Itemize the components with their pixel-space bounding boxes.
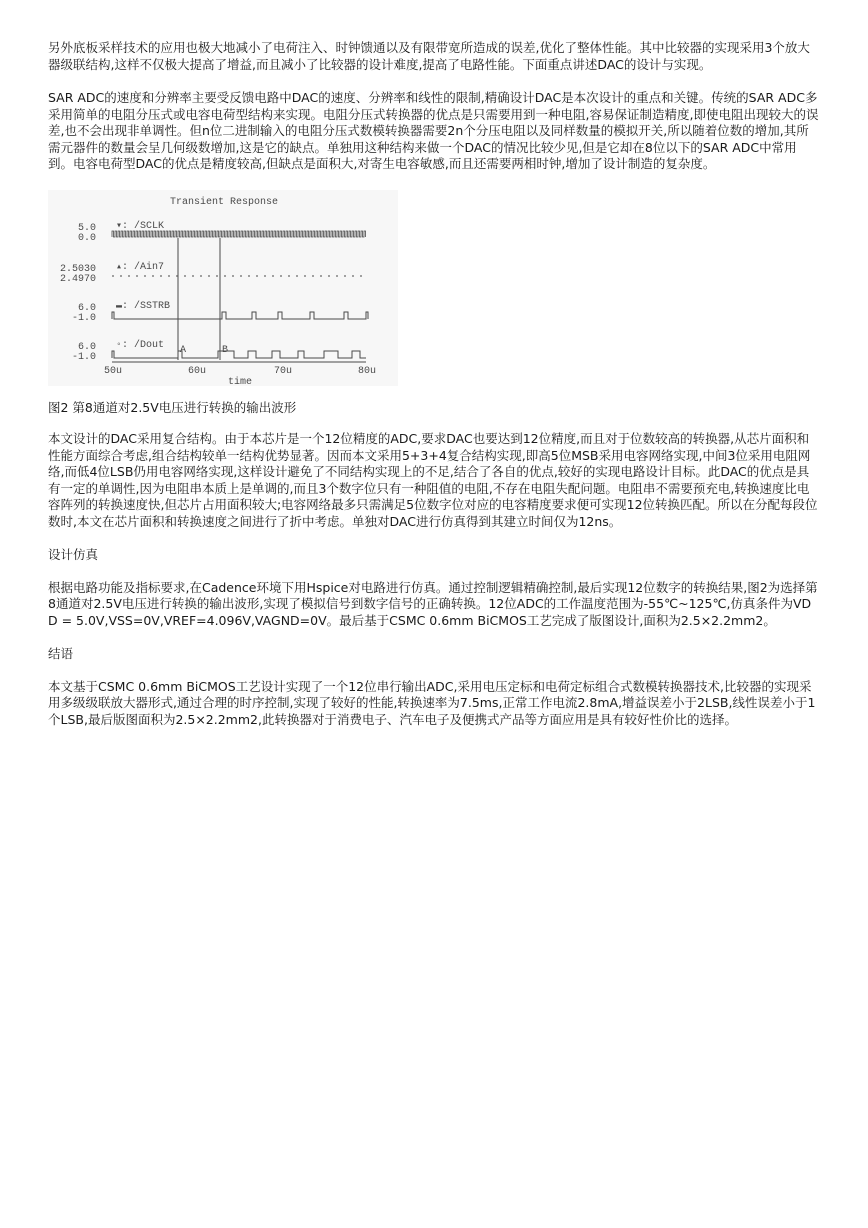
sclk-bottom-label: 0.0: [78, 232, 97, 244]
section-heading-simulation: 设计仿真: [48, 547, 99, 562]
x-axis-label: time: [228, 376, 253, 386]
cursor-b-label: B: [222, 344, 229, 356]
document-page: [48, 40, 820, 745]
sstrb-bottom-label: -1.0: [72, 312, 97, 324]
sclk-top-label: 5.0: [78, 222, 97, 234]
x-tick-50u: 50u: [104, 365, 123, 377]
dout-signal-name: ◦: /Dout: [116, 339, 165, 351]
dout-top-label: 6.0: [78, 341, 97, 353]
dout-bottom-label: -1.0: [72, 351, 97, 363]
paragraph-simulation: 根据电路功能及指标要求,在Cadence环境下用Hspice对电路进行仿真。通过控制逻辑精确控制,最后实现12位数字的转换结果,图2为选择第8通道对2.5V电压进行转换的输出波形,实现了模拟信号到数字信号的正确转换。12位ADC的工作温度范围为-55℃~125℃,仿真条件为VDD = 5.0V,VSS=0V,VREF=4.096V,VAGND=0V。最后基于CSMC 0.6mm BiCMOS工艺完成了版图设计,面积为2.5×2.2mm2。: [48, 579, 818, 628]
transient-response-figure: [48, 190, 398, 386]
ain7-signal-name: ▴: /Ain7: [116, 261, 165, 273]
paragraph-conclusion: 本文基于CSMC 0.6mm BiCMOS工艺设计实现了一个12位串行输出ADC,采用电压定标和电荷定标组合式数模转换器技术,比较器的实现采用多级级联放大器形式,通过合理的时序控制,实现了较好的性能,转换速率为7.5ms,正常工作电流2.8mA,增益误差小于2LSB,线性误差小于1个LSB,最后版图面积为2.5×2.2mm2,此转换器对于消费电子、汽车电子及便携式产品等方面应用是具有较好性价比的选择。: [48, 678, 816, 727]
waveform-plot: [48, 190, 398, 386]
x-tick-80u: 80u: [358, 365, 377, 377]
figure-title: Transient Response: [170, 196, 279, 208]
dout-trace: [112, 351, 366, 358]
ain7-bottom-label: 2.4970: [60, 273, 97, 285]
paragraph-sar-adc: SAR ADC的速度和分辨率主要受反馈电路中DAC的速度、分辨率和线性的限制,精确设计DAC是本次设计的重点和关键。传统的SAR ADC多采用简单的电阻分压式或电容电荷型结构来实现。电阻分压式转换器的优点是只需要用到一种电阻,容易保证制造精度,即使电阻出现较大的误差,也不会出现非单调性。但n位二进制输入的电阻分压式数模转换器需要2n个分压电阻以及同样数量的模拟开关,所以随着位数的增加,其所需元器件的数量会呈几何级数增加,这是它的缺点。单独用这种结构来做一个DAC的情况比较少见,但是它却在8位以下的SAR ADC中常用到。电容电荷型DAC的优点是精度较高,但缺点是面积大,对寄生电容敏感,而且还需要两相时钟,增加了设计制造的复杂度。: [48, 90, 819, 171]
sclk-signal-name: ▾: /SCLK: [116, 220, 165, 232]
paragraph-dac-design: 本文设计的DAC采用复合结构。由于本芯片是一个12位精度的ADC,要求DAC也要达到12位精度,而且对于位数较高的转换器,从芯片面积和性能方面综合考虑,组合结构较单一结构优势显著。因而本文采用5+3+4复合结构实现,即高5位MSB采用电容网络实现,中间3位采用电阻网络,而低4位LSB仍用电容网络实现,这样设计避免了不同结构实现上的不足,结合了各自的优点,较好的实现电路设计目标。此DAC的优点是具有一定的单调性,因为电阻串本质上是单调的,而且3个数字位只有一种阻值的电阻,不存在电阻失配问题。电阻串不需要预充电,转换速度比电容阵列的转换速度快,但芯片占用面积较大;电容网络最多只需满足5位数字位对应的电容精度要求便可实现12位转换匹配。所以在分配每段位数时,本文在芯片面积和转换速度之间进行了折中考虑。单独对DAC进行仿真得到其建立时间仅为12ns。: [48, 431, 818, 529]
sstrb-trace: [112, 312, 368, 319]
figure-caption: 图2 第8通道对2.5V电压进行转换的输出波形: [48, 399, 297, 415]
paragraph-intro: 另外底板采样技术的应用也极大地减小了电荷注入、时钟馈通以及有限带宽所造成的误差,优化了整体性能。其中比较器的实现采用3个放大器级联结构,这样不仅极大提高了增益,而且减小了比较器的设计难度,提高了电路性能。下面重点讲述DAC的设计与实现。: [48, 40, 810, 72]
ain7-top-label: 2.5030: [60, 263, 97, 275]
cursor-a-label: A: [180, 344, 187, 356]
sstrb-signal-name: ▬: /SSTRB: [116, 300, 171, 312]
section-heading-conclusion: 结语: [48, 646, 74, 661]
x-tick-60u: 60u: [188, 365, 207, 377]
x-tick-70u: 70u: [274, 365, 293, 377]
sstrb-top-label: 6.0: [78, 302, 97, 314]
